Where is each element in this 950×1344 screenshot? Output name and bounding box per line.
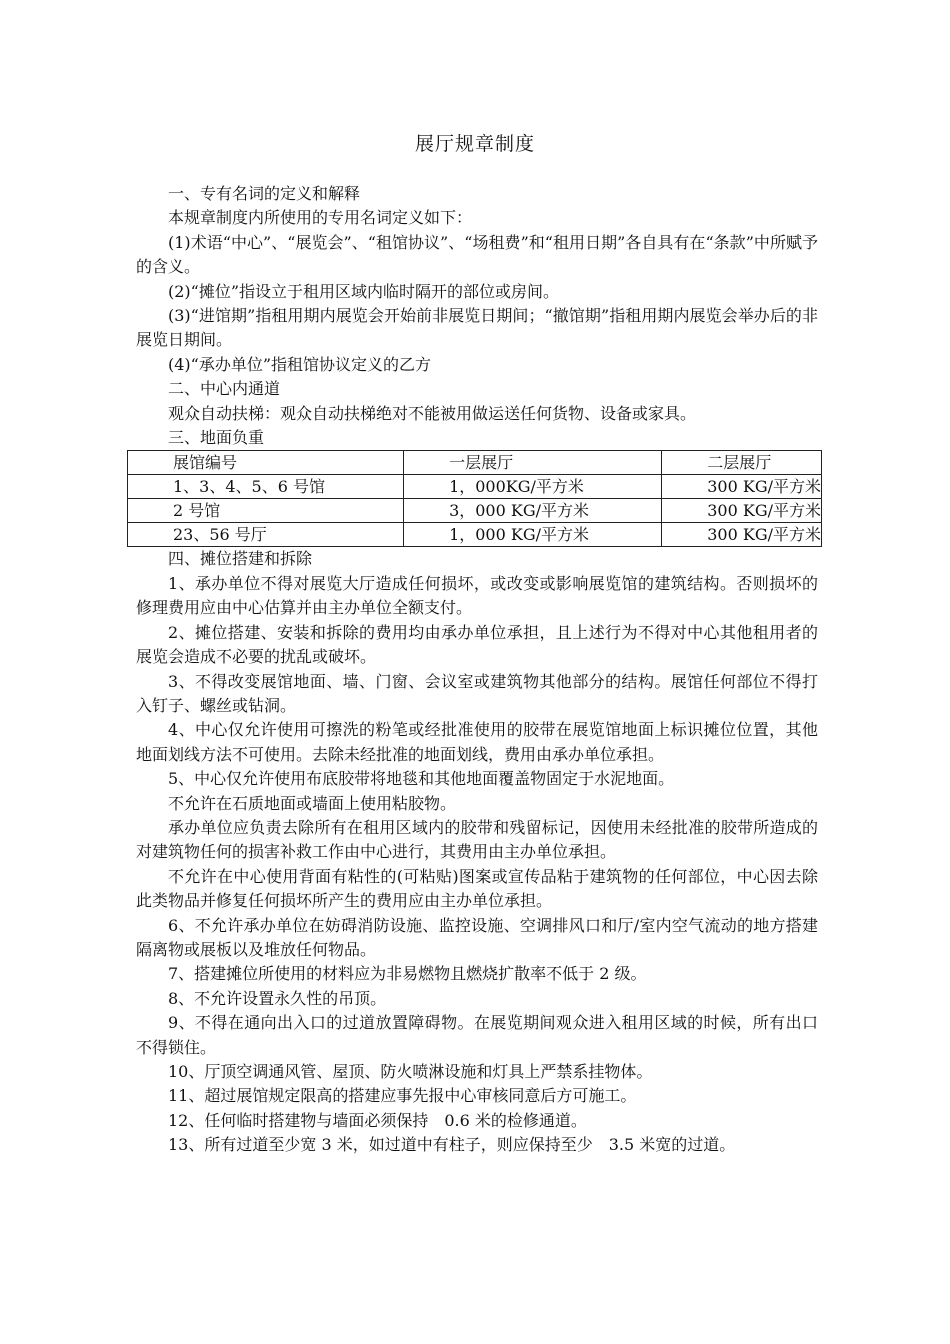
table-cell: 300 KG/平方米: [662, 523, 822, 547]
paragraph: 3、不得改变展馆地面、墙、门窗、会议室或建筑物其他部分的结构。展馆任何部位不得打入钉子、螺丝或钻洞。: [136, 671, 818, 715]
paragraph: 8、不允许设置永久性的吊顶。: [168, 988, 387, 1008]
paragraph: 7、搭建摊位所使用的材料应为非易燃物且燃烧扩散率不低于 2 级。: [168, 964, 647, 984]
floor-load-table: [127, 450, 822, 547]
document-body: [136, 182, 821, 1158]
paragraph: 不允许在石质地面或墙面上使用粘胶物。: [168, 793, 457, 813]
table-header-cell: 二层展厅: [662, 451, 822, 475]
table-cell: 3，000 KG/平方米: [404, 499, 662, 523]
paragraph: 5、中心仅允许使用布底胶带将地毯和其他地面覆盖物固定于水泥地面。: [168, 769, 675, 789]
paragraph: 承办单位应负责去除所有在租用区域内的胶带和残留标记，因使用未经批准的胶带所造成的对建筑物任何的损害补救工作由中心进行，其费用由主办单位承担。: [136, 817, 818, 862]
table-cell: 1、3、4、5、6 号馆: [128, 475, 404, 499]
table-header-row: [128, 451, 822, 475]
paragraph: 观众自动扶梯：观众自动扶梯绝对不能被用做运送任何货物、设备或家具。: [168, 403, 697, 423]
table-cell: 1，000 KG/平方米: [404, 523, 662, 547]
table-row: [128, 475, 822, 499]
paragraph: 13、所有过道至少宽 3 米，如过道中有柱子，则应保持至少 3.5 米宽的过道。: [168, 1135, 736, 1155]
paragraph: 1、承办单位不得对展览大厅造成任何损坏，或改变或影响展览馆的建筑结构。否则损坏的修理费用应由中心估算并由主办单位全额支付。: [136, 573, 818, 618]
table-header-cell: 展馆编号: [128, 451, 404, 475]
section-heading-definitions: 一、专有名词的定义和解释: [168, 184, 361, 203]
paragraph: 11、超过展馆规定限高的搭建应事先报中心审核同意后方可施工。: [168, 1086, 637, 1106]
paragraph: (3)“进馆期”指租用期内展览会开始前非展览日期间；“撤馆期”指租用期内展览会举办后的非展览日期间。: [136, 306, 818, 350]
table-cell: 1，000KG/平方米: [404, 475, 662, 499]
table-cell: 23、56 号厅: [128, 523, 404, 547]
section-heading-passages: 二、中心内通道: [168, 379, 281, 399]
paragraph: 2、摊位搭建、安装和拆除的费用均由承办单位承担，且上述行为不得对中心其他租用者的展览会造成不必要的扰乱或破坏。: [136, 622, 818, 667]
paragraph: 不允许在中心使用背面有粘性的(可粘贴)图案或宣传品粘于建筑物的任何部位，中心因去除此类物品并修复任何损坏所产生的费用应由主办单位承担。: [136, 866, 818, 911]
paragraph: 9、不得在通向出入口的过道放置障碍物。在展览期间观众进入租用区域的时候，所有出口不得锁住。: [136, 1013, 818, 1057]
paragraph: 12、任何临时搭建物与墙面必须保持 0.6 米的检修通道。: [168, 1110, 587, 1130]
document-title: 展厅规章制度: [414, 133, 535, 155]
paragraph: (1)术语“中心”、“展览会”、“租馆协议”、“场租费”和“租用日期”各自具有在“条款”中所赋予的含义。: [136, 232, 818, 277]
table-cell: 300 KG/平方米: [662, 475, 822, 499]
paragraph: 10、厅顶空调通风管、屋顶、防火喷淋设施和灯具上严禁系挂物体。: [168, 1062, 653, 1081]
paragraph: 6、不允许承办单位在妨碍消防设施、监控设施、空调排风口和厅/室内空气流动的地方搭建隔离物或展板以及堆放任何物品。: [136, 915, 818, 959]
table-cell: 2 号馆: [128, 499, 404, 523]
paragraph: (2)“摊位”指设立于租用区域内临时隔开的部位或房间。: [168, 281, 560, 301]
paragraph: (4)“承办单位”指租馆协议定义的乙方: [168, 354, 432, 374]
paragraph: 4、中心仅允许使用可擦洗的粉笔或经批准使用的胶带在展览馆地面上标识摊位位置，其他地面划线方法不可使用。去除未经批准的地面划线，费用由承办单位承担。: [136, 720, 818, 764]
table-row: [128, 499, 822, 523]
table-row: [128, 523, 822, 547]
section-heading-booth-construction: 四、摊位搭建和拆除: [168, 549, 313, 569]
table-cell: 300 KG/平方米: [662, 499, 822, 523]
paragraph: 本规章制度内所使用的专用名词定义如下：: [168, 208, 473, 228]
section-heading-floor-load: 三、地面负重: [168, 428, 265, 448]
table-header-cell: 一层展厅: [404, 451, 662, 475]
